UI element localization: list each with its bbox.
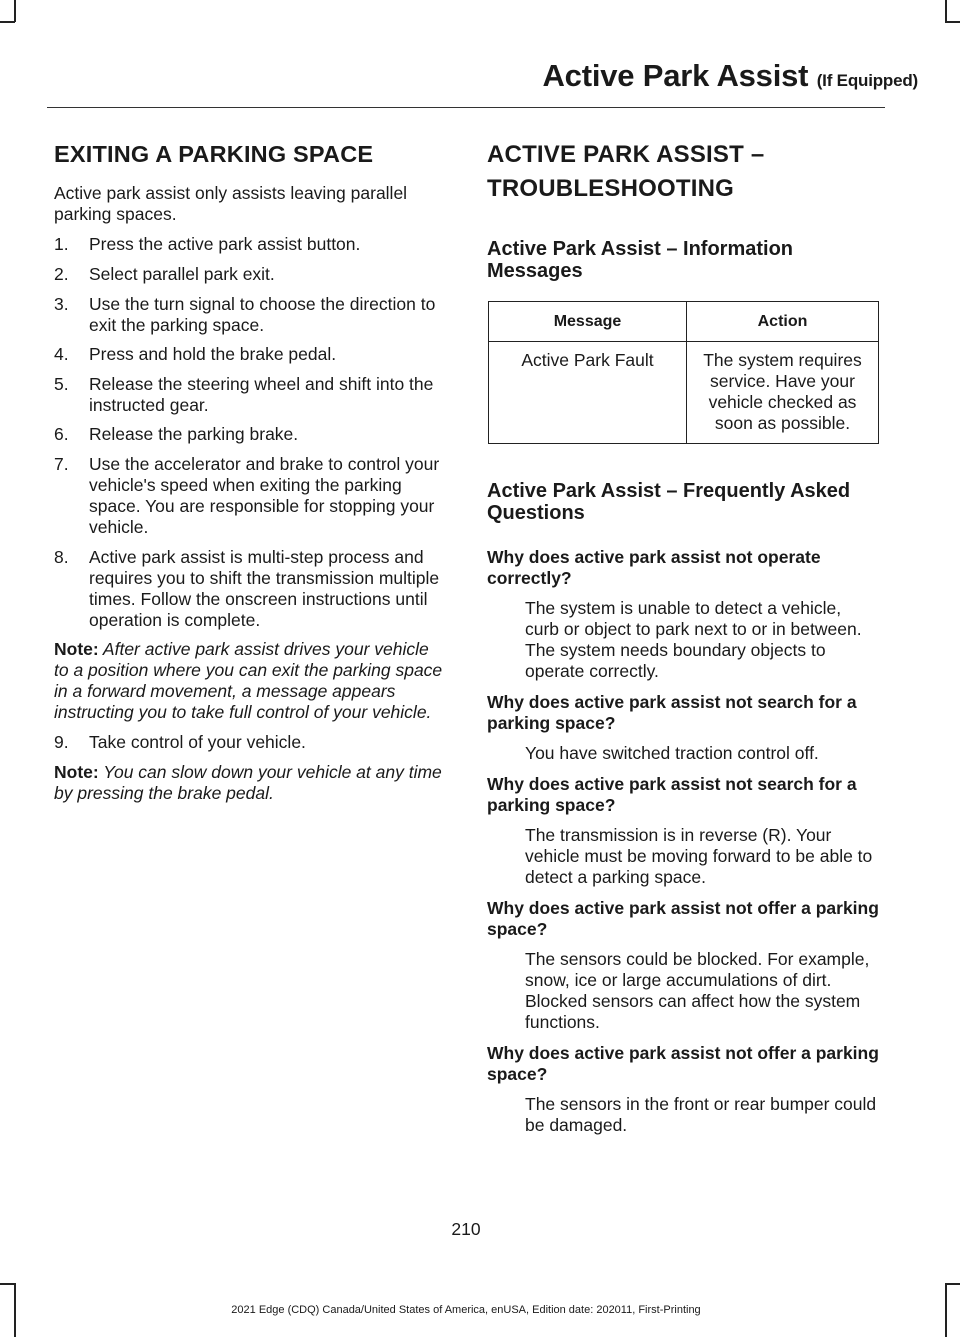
crop-mark — [0, 21, 15, 23]
column-header-message: Message — [489, 301, 687, 341]
table-cell-action: The system requires service. Have your vehicle checked as soon as possible. — [687, 341, 879, 443]
page-number: 210 — [451, 1219, 481, 1239]
page-header-title — [0, 58, 918, 94]
intro-paragraph: Active park assist only assists leaving parallel parking spaces. — [54, 183, 408, 225]
faq-question: Why does active park assist not offer a parking space? — [487, 897, 879, 939]
header-rule — [47, 107, 885, 108]
table-row — [489, 341, 879, 443]
exiting-heading: EXITING A PARKING SPACE — [54, 141, 374, 167]
list-item: 1. Press the active park assist button. — [54, 234, 361, 255]
faq-answer: The transmission is in reverse (R). Your vehicle must be moving forward to be able to detect a parking space. — [525, 824, 873, 887]
list-item: 9. Take control of your vehicle. — [54, 732, 306, 753]
crop-mark — [945, 21, 960, 23]
header-title: Active Park Assist — [542, 58, 809, 93]
crop-mark — [945, 0, 947, 22]
steps-list-continued — [54, 732, 448, 753]
troubleshooting-heading: ACTIVE PARK ASSIST – TROUBLESHOOTING — [487, 141, 765, 202]
footer-edition: 2021 Edge (CDQ) Canada/United States of America, enUSA, Edition date: 202011, First-Printing — [231, 1304, 701, 1316]
faq-question: Why does active park assist not operate correctly? — [487, 546, 821, 588]
list-item: 3. Use the turn signal to choose the direction to exit the parking space. — [54, 293, 436, 335]
faq-question: Why does active park assist not search for a parking space? — [487, 691, 857, 733]
faq-question: Why does active park assist not search for a parking space? — [487, 773, 857, 815]
right-column — [487, 140, 880, 1146]
table-cell-message: Active Park Fault — [489, 341, 687, 443]
list-item: 7. Use the accelerator and brake to control your vehicle's speed when exiting the parking space. You are responsible for stopping your vehicle. — [54, 453, 440, 537]
crop-mark — [14, 0, 16, 22]
crop-mark — [945, 1283, 947, 1337]
note-slow-down: Note: You can slow down your vehicle at any time by pressing the brake pedal. — [54, 761, 442, 803]
list-item: 4. Press and hold the brake pedal. — [54, 344, 337, 365]
left-column — [54, 140, 448, 813]
list-item: 5. Release the steering wheel and shift into the instructed gear. — [54, 373, 434, 415]
faq-answer: The system is unable to detect a vehicle, curb or object to park next to or in between. The system needs boundary objects to operate correctly. — [525, 597, 862, 681]
crop-mark — [945, 1283, 960, 1285]
faq-answer: You have switched traction control off. — [525, 742, 819, 763]
list-item: 2. Select parallel park exit. — [54, 263, 275, 284]
faq-question: Why does active park assist not offer a parking space? — [487, 1042, 879, 1084]
messages-table — [488, 301, 879, 444]
header-subtitle: (If Equipped) — [816, 71, 918, 90]
crop-mark — [0, 1283, 15, 1285]
steps-list — [54, 234, 448, 630]
note-forward-movement: Note: After active park assist drives your vehicle to a position where you can exit the parking space in a forward movement, a message appears instructing you to take full control of your vehicle. — [54, 639, 443, 723]
list-item: 6. Release the parking brake. — [54, 424, 299, 445]
list-item: 8. Active park assist is multi-step process and requires you to shift the transmission multiple times. Follow the onscreen instructions until operation is complete. — [54, 546, 440, 630]
info-messages-heading: Active Park Assist – Information Messages — [487, 238, 794, 283]
faq-answer: The sensors in the front or rear bumper could be damaged. — [525, 1093, 877, 1135]
faq-heading: Active Park Assist – Frequently Asked Questions — [487, 479, 851, 525]
faq-answer: The sensors could be blocked. For example, snow, ice or large accumulations of dirt. Blocked sensors can affect how the system functions. — [525, 948, 870, 1032]
column-header-action: Action — [687, 301, 879, 341]
